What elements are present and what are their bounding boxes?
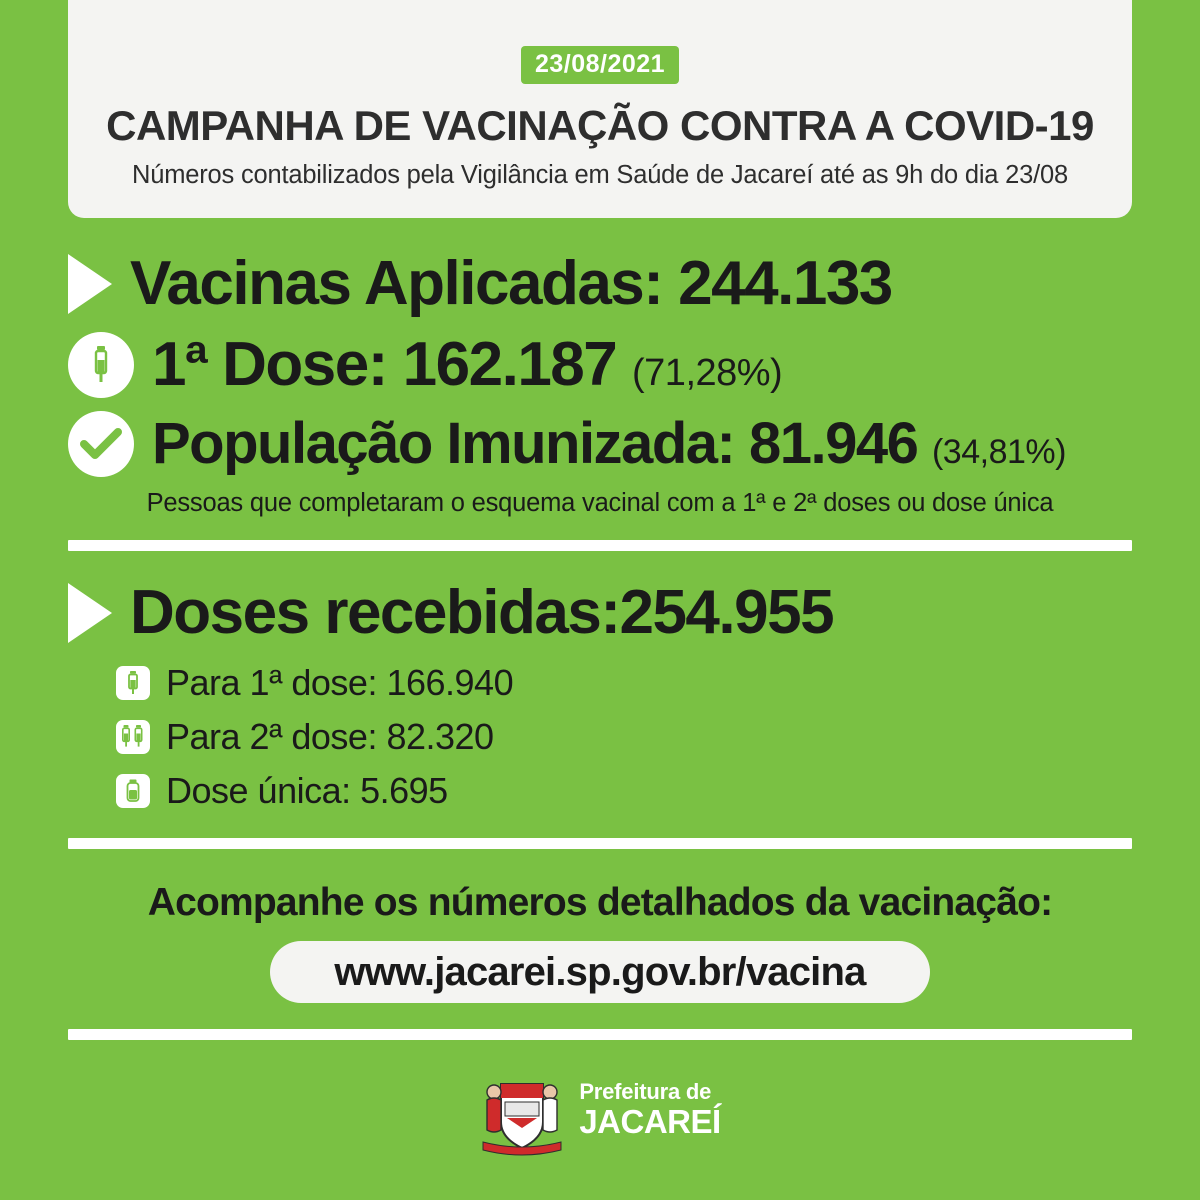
triangle-bullet-icon	[68, 583, 112, 643]
follow-label: Acompanhe os números detalhados da vacinação:	[147, 881, 1053, 924]
logo-line-1: Prefeitura de	[579, 1078, 712, 1104]
first-dose-percent: (71,28%)	[632, 352, 783, 394]
doses-received-label: Doses recebidas:	[130, 578, 620, 647]
triangle-bullet-icon	[68, 254, 112, 314]
header-card	[68, 0, 1132, 218]
syringe-icon	[68, 332, 134, 398]
first-dose-label: 1ª Dose:	[152, 330, 387, 399]
stat-row-vaccines-applied	[0, 248, 1200, 319]
logo-line-2: JACAREÍ	[579, 1102, 721, 1140]
list-item-label: Para 1ª dose: 166.940	[166, 662, 514, 703]
doses-received-text	[130, 577, 833, 648]
divider-1	[68, 540, 1132, 551]
page-title: CAMPANHA DE VACINAÇÃO CONTRA A COVID-19	[106, 102, 1094, 149]
list-item	[116, 662, 1200, 704]
check-icon	[68, 411, 134, 477]
main-content	[0, 218, 1200, 1156]
syringe-icon	[116, 666, 150, 700]
immunized-note: Pessoas que completaram o esquema vacinal com a 1ª e 2ª doses ou dose única	[146, 489, 1054, 517]
immunized-text	[152, 410, 1066, 477]
vaccines-applied-text	[130, 248, 892, 319]
list-item	[116, 770, 1200, 812]
stat-row-immunized	[0, 410, 1200, 477]
list-item	[116, 716, 1200, 758]
double-syringe-icon	[116, 720, 150, 754]
immunized-percent: (34,81%)	[931, 433, 1066, 471]
footer-logo	[0, 1062, 1200, 1156]
stat-row-doses-received	[0, 577, 1200, 648]
doses-received-value: 254.955	[619, 578, 834, 647]
immunized-label: População Imunizada:	[152, 411, 735, 476]
page-subtitle: Números contabilizados pela Vigilância em Saúde de Jacareí até as 9h do dia 23/08	[132, 161, 1068, 190]
logo-text	[579, 1078, 721, 1140]
website-url[interactable]: www.jacarei.sp.gov.br/vacina	[270, 941, 930, 1003]
list-item-label: Dose única: 5.695	[166, 770, 448, 811]
stat-row-first-dose	[0, 329, 1200, 400]
vial-icon	[116, 774, 150, 808]
immunized-value: 81.946	[748, 411, 918, 476]
divider-3	[68, 1029, 1132, 1040]
vaccines-applied-value: 244.133	[678, 249, 892, 318]
city-crest-icon	[479, 1062, 565, 1156]
first-dose-text	[152, 329, 782, 400]
doses-breakdown-list	[0, 662, 1200, 812]
vaccines-applied-label: Vacinas Aplicadas:	[130, 249, 663, 318]
list-item-label: Para 2ª dose: 82.320	[166, 716, 494, 757]
divider-2	[68, 838, 1132, 849]
first-dose-value: 162.187	[402, 330, 617, 399]
date-badge: 23/08/2021	[521, 46, 679, 84]
